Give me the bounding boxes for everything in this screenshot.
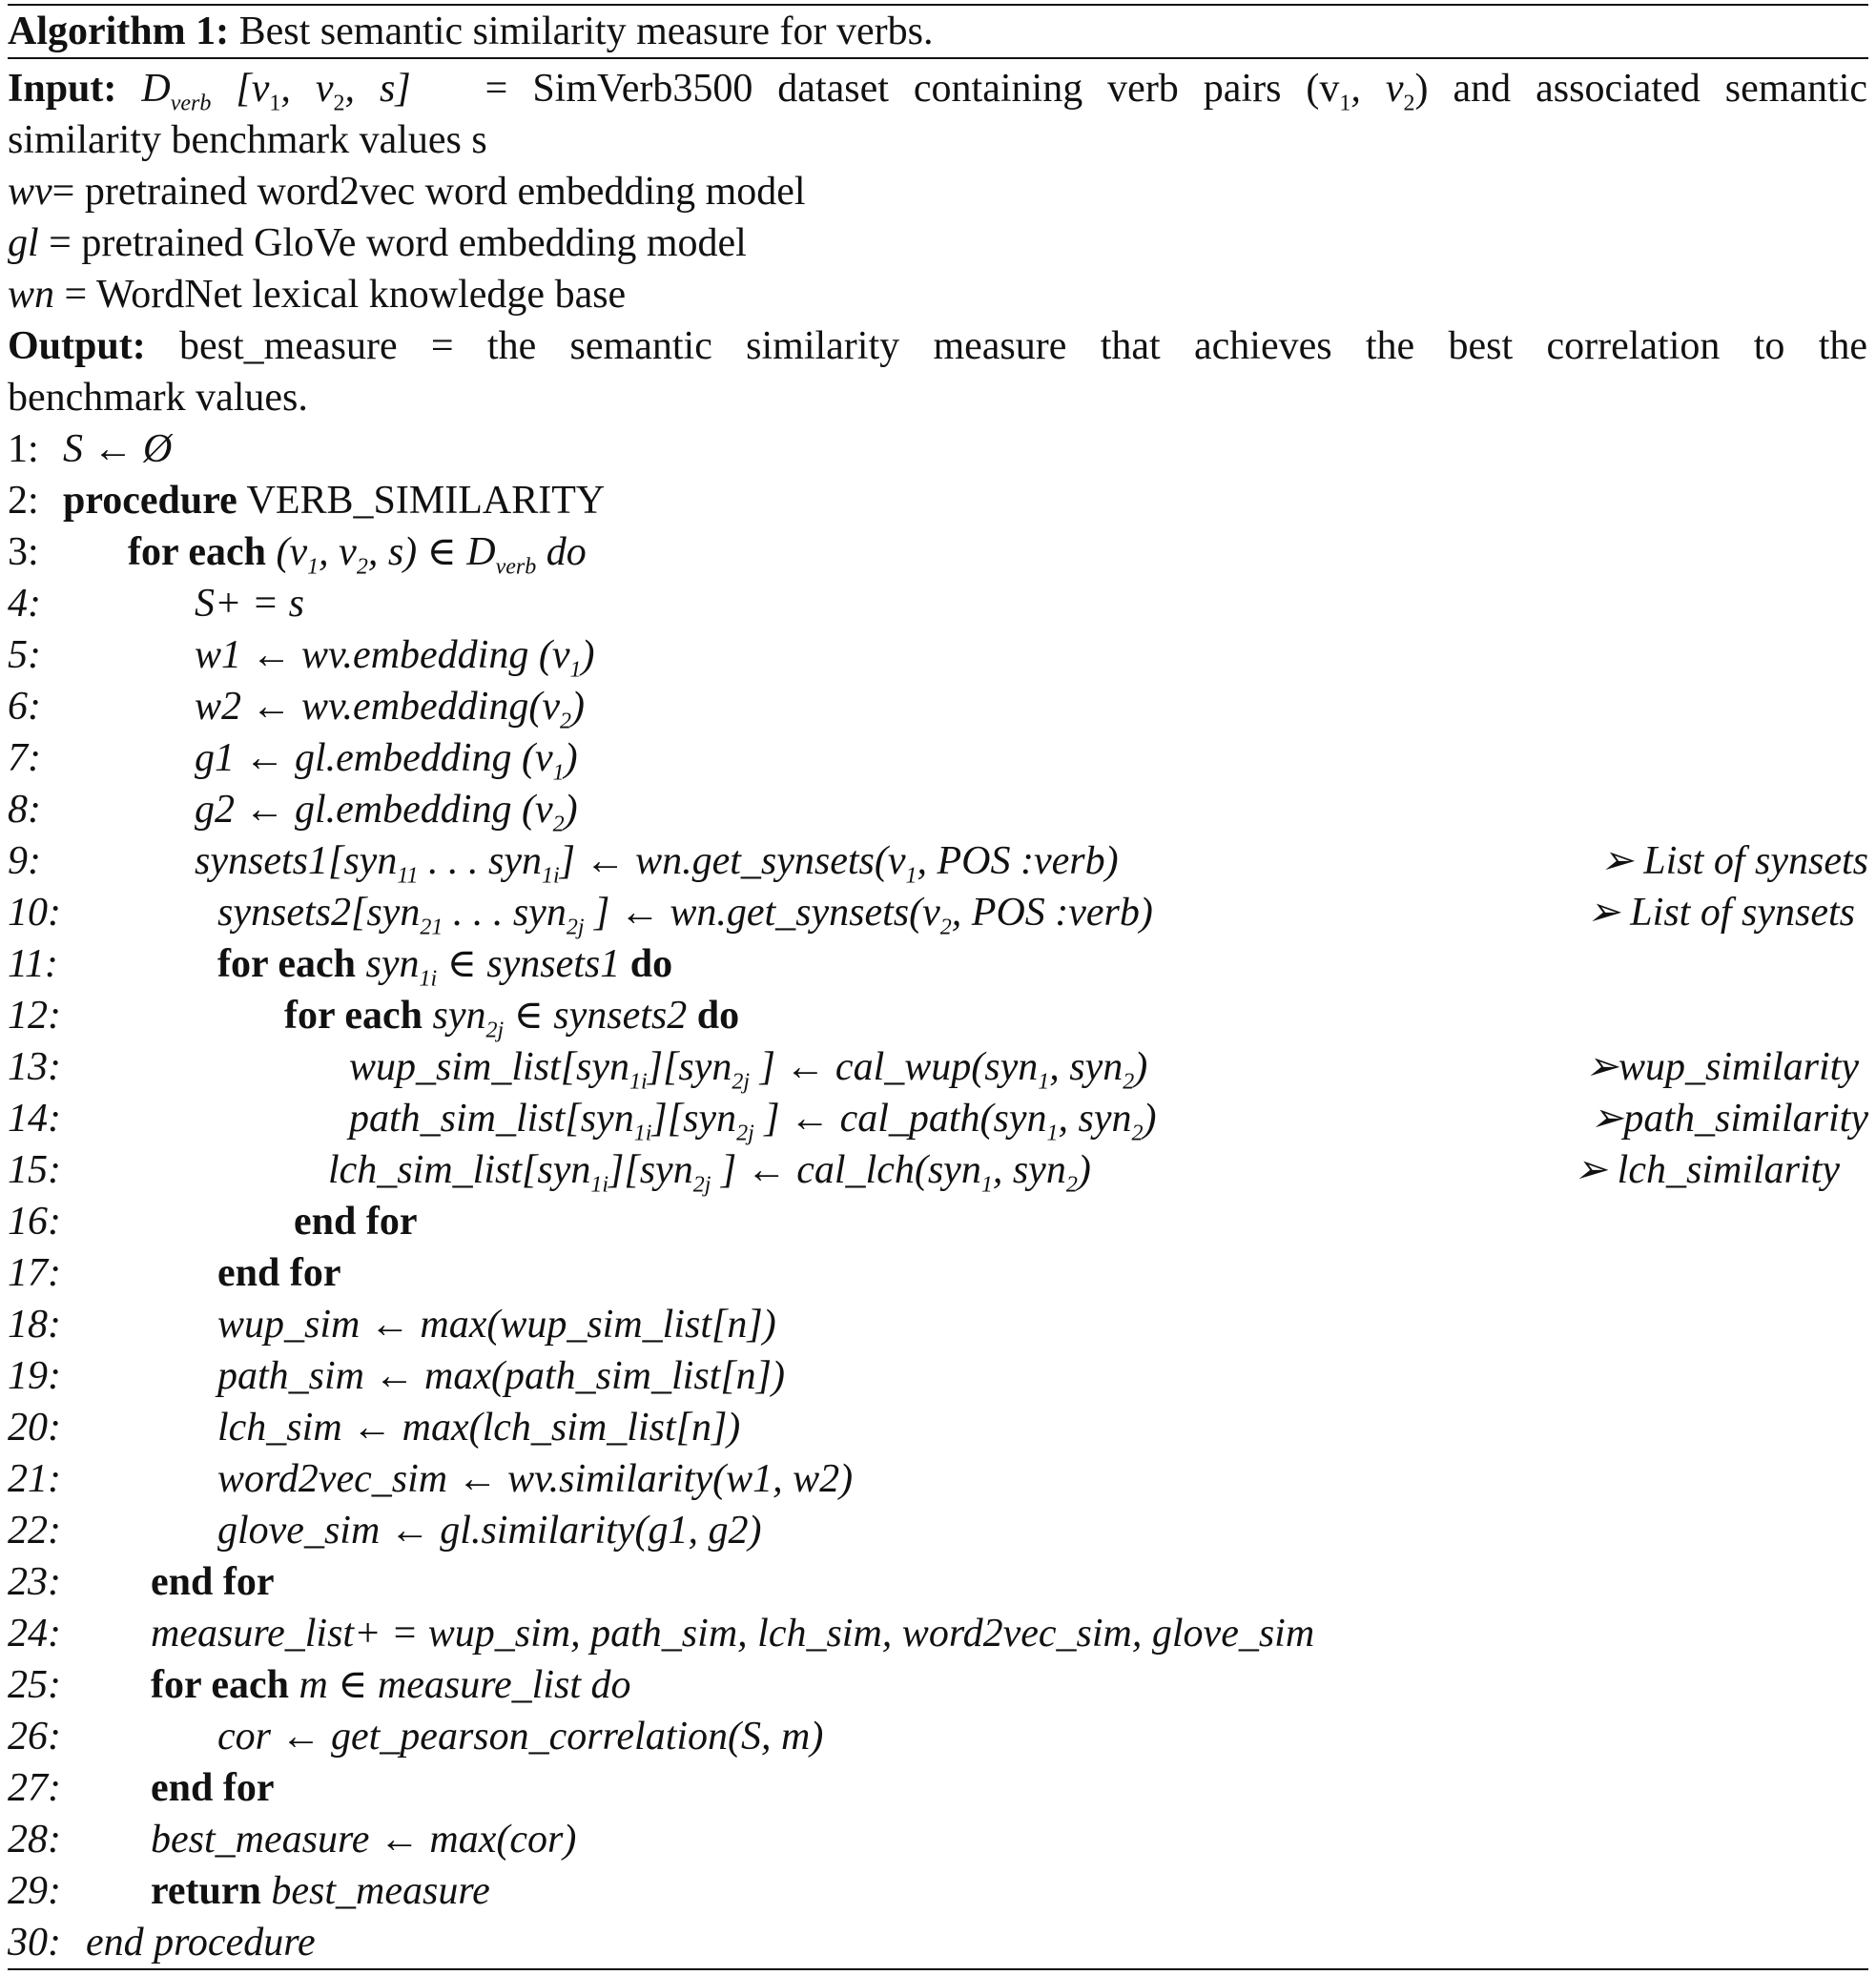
step-27: end for [151,1766,275,1810]
input-wv [8,166,806,217]
dataset-symbol: D [141,67,171,111]
step-3: for each ($v_1$, $v_2$, s) ∈ $D_{verb}$ do [128,530,587,580]
step-26: cor ← get_pearson_correlation(S, m) [217,1715,824,1759]
step-8: g2 ← gl.embedding $(v_2)$ [195,788,578,837]
line-number: 12: [8,994,61,1038]
line-number: 22: [8,1509,61,1553]
line-number: 29: [8,1869,61,1913]
input-line-2-text: similarity benchmark values s [8,118,487,162]
step-10: synsets2[syn$_{21}$ . . . syn$_{2j}$ ] ← $wn.get\_synsets(v_2$, POS :verb) [217,891,1153,940]
line-number: 26: [8,1715,61,1759]
step-23: end for [151,1560,275,1604]
step-21: word2vec_sim ← wv.similarity(w1, w2) [217,1457,854,1501]
wv-text: = pretrained word2vec word embedding model [52,170,806,214]
step-30: end procedure [86,1921,316,1965]
line-number: 28: [8,1818,61,1862]
step-16: end for [294,1200,418,1244]
step-6: w2 ← $wv.embedding(v_2)$ [195,685,585,734]
step-9: synsets1[syn$_{11}$ . . . syn$_{1i}$] ← $wn.get\_synsets(v_1$, POS :verb) [195,839,1119,889]
wn-text: = WordNet lexical knowledge base [64,273,627,317]
input-gl [8,217,747,269]
dataset-vars: [v [236,67,270,111]
line-number: 11: [8,942,58,986]
step-29: return best_measure [151,1869,490,1913]
keyword-for-each: for each [128,530,267,574]
procedure-name: VERB_SIMILARITY [246,479,606,523]
step-14: path_sim_list[syn$_{1i}$][syn$_{2j}$ ] ← cal_path(syn$_1$, syn$_2$) [349,1097,1157,1146]
output-line-2-text: benchmark values. [8,376,308,420]
step-15: lch_sim_list[syn$_{1i}$][syn$_{2j}$ ] ← cal_lch(syn$_1$, syn$_2$) [328,1148,1091,1198]
keyword-procedure: procedure [63,479,237,523]
line-number: 15: [8,1148,61,1192]
step-11: for each syn$_{1i}$ ∈ synsets1 do [217,942,673,992]
step-12: for each syn$_{2j}$ ∈ synsets2 do [284,994,740,1043]
line-number: 20: [8,1406,61,1450]
line-number: 3: [8,530,39,574]
wn-name: wn [8,273,55,317]
step-2 [63,475,605,526]
step-24: measure_list+ = wup_sim, path_sim, lch_sim, word2vec_sim, glove_sim [151,1612,1315,1656]
step-18: wup_sim ← max(wup_sim_list[n]) [217,1303,776,1347]
line-number: 6: [8,685,41,729]
line-number: 17: [8,1251,61,1295]
line-number: 13: [8,1045,61,1089]
algorithm-caption [8,6,933,57]
step-1: S ← Ø [63,427,173,471]
comment-step-13: ➢wup_similarity [1584,1045,1859,1089]
line-number: 10: [8,891,61,935]
line-number: 5: [8,633,41,677]
line-number: 1: [8,427,39,471]
step-20: lch_sim ← max(lch_sim_list[n]) [217,1406,741,1450]
step-13: wup_sim_list[syn$_{1i}$][syn$_{2j}$ ] ← cal_wup(syn$_1$, syn$_2$) [349,1045,1148,1095]
line-number: 21: [8,1457,61,1501]
wv-name: wv [8,170,52,214]
input-line-2 [8,114,487,166]
line-number: 23: [8,1560,61,1604]
line-number: 7: [8,736,41,780]
caption-rule [8,57,1868,59]
line-number: 30: [8,1921,61,1965]
step-28: best_measure ← max(cor) [151,1818,577,1862]
step-17: end for [217,1251,341,1295]
step-22: glove_sim ← gl.similarity(g1, g2) [217,1509,762,1553]
comment-step-14: ➢path_similarity [1590,1097,1868,1141]
caption-label: Algorithm 1: [8,10,230,53]
step-4: S+ = s [195,582,305,626]
line-number: 9: [8,839,41,883]
line-number: 27: [8,1766,61,1810]
input-wn [8,269,626,320]
line-number: 19: [8,1354,61,1398]
line-number: 14: [8,1097,61,1141]
comment-step-10: ➢ List of synsets [1586,891,1855,935]
output-line-1 [8,320,1867,372]
comment-step-15: ➢ lch_similarity [1573,1148,1840,1192]
gl-name: gl [8,221,39,265]
caption-text: Best semantic similarity measure for verbs. [238,10,934,53]
output-label: Output: [8,324,146,368]
line-number: 8: [8,788,41,832]
line-number: 25: [8,1663,61,1707]
bottom-rule [8,1968,1868,1970]
line-number: 18: [8,1303,61,1347]
output-line-1-text: best_measure = the semantic similarity measure that achieves the best correlation to the [179,324,1867,368]
step-25: for each m ∈ measure_list do [151,1663,631,1707]
input-line-1: Input: $D_{verb}$ [$v_1$, $v_2$, s] = SimVerb3500 dataset containing verb pairs ($v_1$, $v_2$) and associated semantic [8,67,1867,116]
step-5: w1 ← wv.embedding $(v_1)$ [195,633,595,683]
line-number: 24: [8,1612,61,1656]
gl-text: = pretrained GloVe word embedding model [49,221,747,265]
input-label: Input: [8,67,117,111]
line-number: 2: [8,479,39,523]
input-line-1-text: = SimVerb3500 dataset containing verb pairs (v [484,67,1340,111]
dataset-subscript: verb [170,91,212,116]
line-number: 16: [8,1200,61,1244]
input-line-1-tail: ) and associated semantic [1414,67,1867,111]
step-19: path_sim ← max(path_sim_list[n]) [217,1354,786,1398]
output-line-2 [8,372,308,423]
line-number: 4: [8,582,41,626]
comment-step-9: ➢ List of synsets [1599,839,1868,883]
step-7: g1 ← gl.embedding $(v_1)$ [195,736,578,786]
